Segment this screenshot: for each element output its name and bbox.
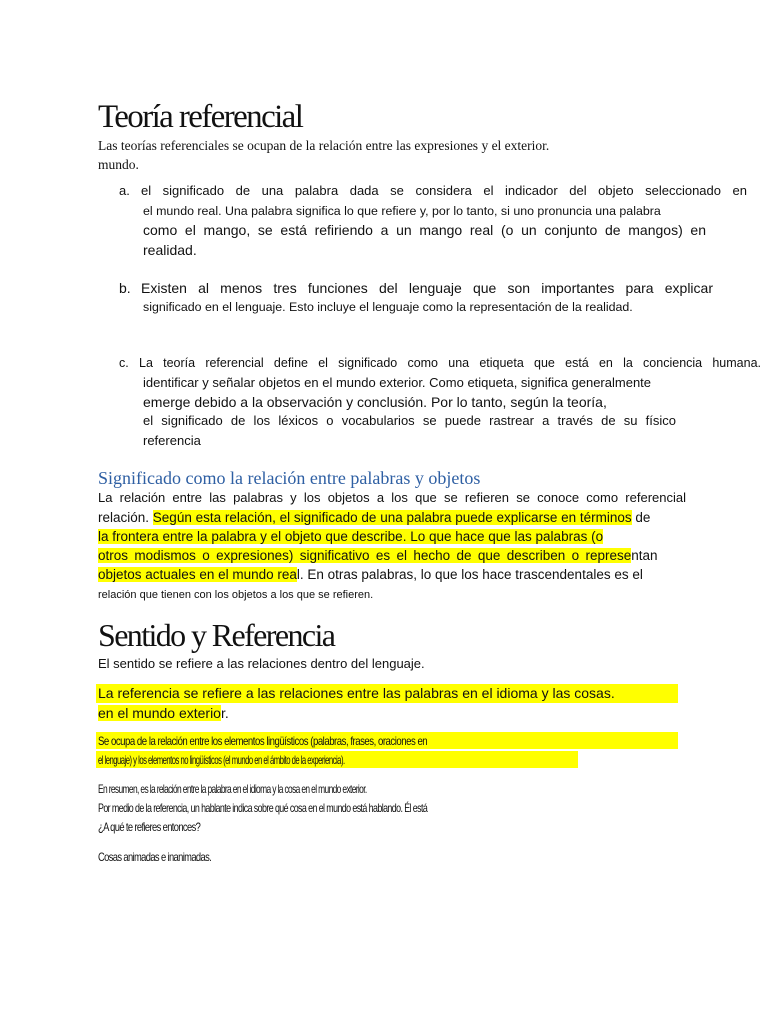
section2-line-3 <box>98 528 603 546</box>
item-a-line-2: el mundo real. Una palabra significa lo que refiere y, por lo tanto, si uno pronuncia una palabra <box>143 204 661 218</box>
item-b-line-1: Existen al menos tres funciones del lenguaje que son importantes para explicar <box>141 280 713 296</box>
section2-line-6: relación que tienen con los objetos a los que se refieren. <box>98 589 374 601</box>
item-c-line-3: emerge debido a la observación y conclusión. Por lo tanto, según la teoría, <box>143 394 607 410</box>
page-title: Teoría referencial <box>98 99 303 135</box>
item-b-marker: b. <box>119 280 131 296</box>
concern-line-2-text: el lenguaje) y los elementos no lingüísticos (el mundo en el ámbito de la experiencia). <box>98 753 345 767</box>
concern-line-1-text: Se ocupa de la relación entre los elementos lingüísticos (palabras, frases, oraciones en <box>98 734 428 748</box>
item-a-line-3: como el mango, se está refiriendo a un mango real (o un conjunto de mangos) en <box>143 222 706 238</box>
section2-line-4 <box>98 547 711 565</box>
item-c-line-5: referencia <box>143 433 201 448</box>
item-c-line-2: identificar y señalar objetos en el mundo exterior. Como etiqueta, significa generalmente <box>143 375 652 390</box>
section2-line-2 <box>98 509 650 527</box>
item-a-line-1: el significado de una palabra dada se considera el indicador del objeto seleccionado en <box>141 183 747 198</box>
summary-line-2-text: Por medio de la referencia, un hablante indica sobre qué cosa en el mundo está hablando. Él está <box>98 801 428 815</box>
section-heading-meaning: Significado como la relación entre palabras y objetos <box>98 468 481 488</box>
item-b-line-2: significado en el lenguaje. Esto incluye el lenguaje como la representación de la realidad. <box>143 300 633 314</box>
section2-line-2-plain: relación. <box>98 510 150 525</box>
item-a-line-4: realidad. <box>143 242 197 258</box>
reference-definition-line-2 <box>98 704 229 722</box>
reference-definition-line-1: La referencia se refiere a las relaciones entre las palabras en el idioma y las cosas. <box>98 685 615 701</box>
question-text: ¿A qué te refieres entonces? <box>98 820 201 834</box>
item-c-line-4: el significado de los léxicos o vocabularios se puede rastrear a través de su físico <box>143 413 676 428</box>
reference-definition-tail: r. <box>220 705 229 721</box>
summary-line-2 <box>98 799 543 817</box>
highlighted-text: en el mundo exterio <box>98 705 221 721</box>
summary-line-1-text: En resumen, es la relación entre la palabra en el idioma y la cosa en el mundo exterior. <box>98 782 367 796</box>
concern-line-1 <box>98 732 509 750</box>
section2-line-1: La relación entre las palabras y los objetos a los que se refieren se conoce como referencial <box>98 490 686 505</box>
highlighted-text: la frontera entre la palabra y el objeto que describe. Lo que hace que las palabras (o <box>98 529 604 544</box>
intro-line-1: Las teorías referenciales se ocupan de la relación entre las expresiones y el exterior. <box>98 138 550 153</box>
sense-definition: El sentido se refiere a las relaciones dentro del lenguaje. <box>98 656 425 671</box>
intro-line-2: mundo. <box>98 157 139 172</box>
summary-line-1 <box>98 780 482 798</box>
concern-line-2 <box>98 751 483 769</box>
item-c-marker: c. <box>119 356 129 370</box>
things-text: Cosas animadas e inanimadas. <box>98 850 212 864</box>
highlighted-text: objetos actuales en el mundo rea <box>98 567 297 582</box>
things-line <box>98 848 243 866</box>
section2-line-4-tail: ntan <box>631 548 658 563</box>
highlighted-text: Según esta relación, el significado de una palabra puede explicarse en términos <box>152 510 632 525</box>
section2-line-2-tail: de <box>635 510 651 525</box>
item-c-line-1: La teoría referencial define el significado como una etiqueta que está en la conciencia humana. <box>139 356 761 370</box>
highlighted-text: otros modismos o expresiones) significativo es el hecho de que describen o represe <box>98 548 632 563</box>
section2-line-5-tail: l. En otras palabras, lo que los hace trascendentales es el <box>296 567 643 582</box>
section-heading-sense-reference: Sentido y Referencia <box>98 617 335 653</box>
section2-line-5 <box>98 566 643 584</box>
question-line <box>98 818 229 836</box>
item-a-marker: a. <box>119 183 130 198</box>
